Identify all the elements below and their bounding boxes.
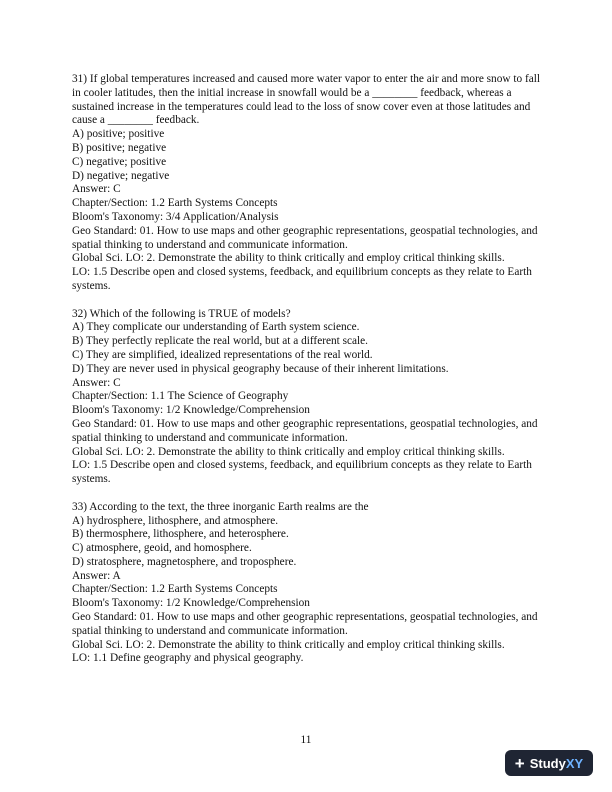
option-a: A) positive; positive: [72, 128, 165, 141]
answer: Answer: C: [72, 183, 121, 196]
plus-icon: +: [514, 753, 525, 773]
question-stem: 31) If global temperatures increased and caused more water vapor to enter the air and more snow to fall in cooler latitudes, then the initial increase in snowfall would be a ________ feedback, whereas a sustained increase in the temperatures could lead to the loss of snow cover even at those latitudes and cause a ________ feedback.: [72, 73, 541, 127]
learning-objective: LO: 1.5 Describe open and closed systems, feedback, and equilibrium concepts as they relate to Earth systems.: [72, 266, 532, 292]
question-33: [72, 501, 542, 667]
question-31: [72, 73, 542, 294]
geo-standard: Geo Standard: 01. How to use maps and other geographic representations, geospatial technologies, and spatial thinking to understand and communicate information.: [72, 224, 538, 251]
global-sci-lo: Global Sci. LO: 2. Demonstrate the ability to think critically and employ critical thinking skills.: [72, 445, 505, 458]
chapter-section: Chapter/Section: 1.1 The Science of Geography: [72, 390, 289, 403]
studyxy-badge[interactable]: [505, 750, 593, 776]
option-b: B) thermosphere, lithosphere, and heterosphere.: [72, 528, 289, 541]
learning-objective: LO: 1.5 Describe open and closed systems, feedback, and equilibrium concepts as they relate to Earth systems.: [72, 459, 532, 486]
question-stem: 33) According to the text, the three inorganic Earth realms are the: [72, 500, 369, 513]
option-b: B) positive; negative: [72, 141, 167, 154]
badge-accent-text: XY: [565, 755, 584, 771]
option-d: D) They are never used in physical geography because of their inherent limitations.: [72, 362, 449, 375]
global-sci-lo: Global Sci. LO: 2. Demonstrate the ability to think critically and employ critical thinking skills.: [72, 252, 505, 265]
geo-standard: Geo Standard: 01. How to use maps and other geographic representations, geospatial technologies, and spatial thinking to understand and communicate information.: [72, 611, 538, 637]
option-a: A) hydrosphere, lithosphere, and atmosphere.: [72, 514, 279, 527]
question-list: [72, 73, 542, 680]
blooms-taxonomy: Bloom's Taxonomy: 1/2 Knowledge/Comprehension: [72, 404, 310, 417]
option-d: D) negative; negative: [72, 169, 170, 182]
badge-text: Study: [529, 755, 566, 771]
question-32: [72, 308, 542, 487]
option-c: C) atmosphere, geoid, and homosphere.: [72, 542, 252, 555]
blooms-taxonomy: Bloom's Taxonomy: 3/4 Application/Analysis: [72, 210, 279, 223]
answer: Answer: A: [72, 569, 121, 582]
global-sci-lo: Global Sci. LO: 2. Demonstrate the ability to think critically and employ critical thinking skills.: [72, 638, 505, 651]
chapter-section: Chapter/Section: 1.2 Earth Systems Concepts: [72, 197, 278, 210]
chapter-section: Chapter/Section: 1.2 Earth Systems Concepts: [72, 583, 278, 596]
option-a: A) They complicate our understanding of Earth system science.: [72, 321, 360, 334]
page-number: 11: [300, 734, 312, 746]
answer: Answer: C: [72, 376, 121, 389]
blooms-taxonomy: Bloom's Taxonomy: 1/2 Knowledge/Comprehension: [72, 597, 310, 610]
option-c: C) negative; positive: [72, 155, 167, 168]
learning-objective: LO: 1.1 Define geography and physical geography.: [72, 652, 304, 665]
geo-standard: Geo Standard: 01. How to use maps and other geographic representations, geospatial technologies, and spatial thinking to understand and communicate information.: [72, 417, 538, 444]
question-stem: 32) Which of the following is TRUE of models?: [72, 307, 291, 320]
option-c: C) They are simplified, idealized representations of the real world.: [72, 348, 373, 361]
option-b: B) They perfectly replicate the real world, but at a different scale.: [72, 335, 368, 348]
option-d: D) stratosphere, magnetosphere, and troposphere.: [72, 555, 297, 568]
